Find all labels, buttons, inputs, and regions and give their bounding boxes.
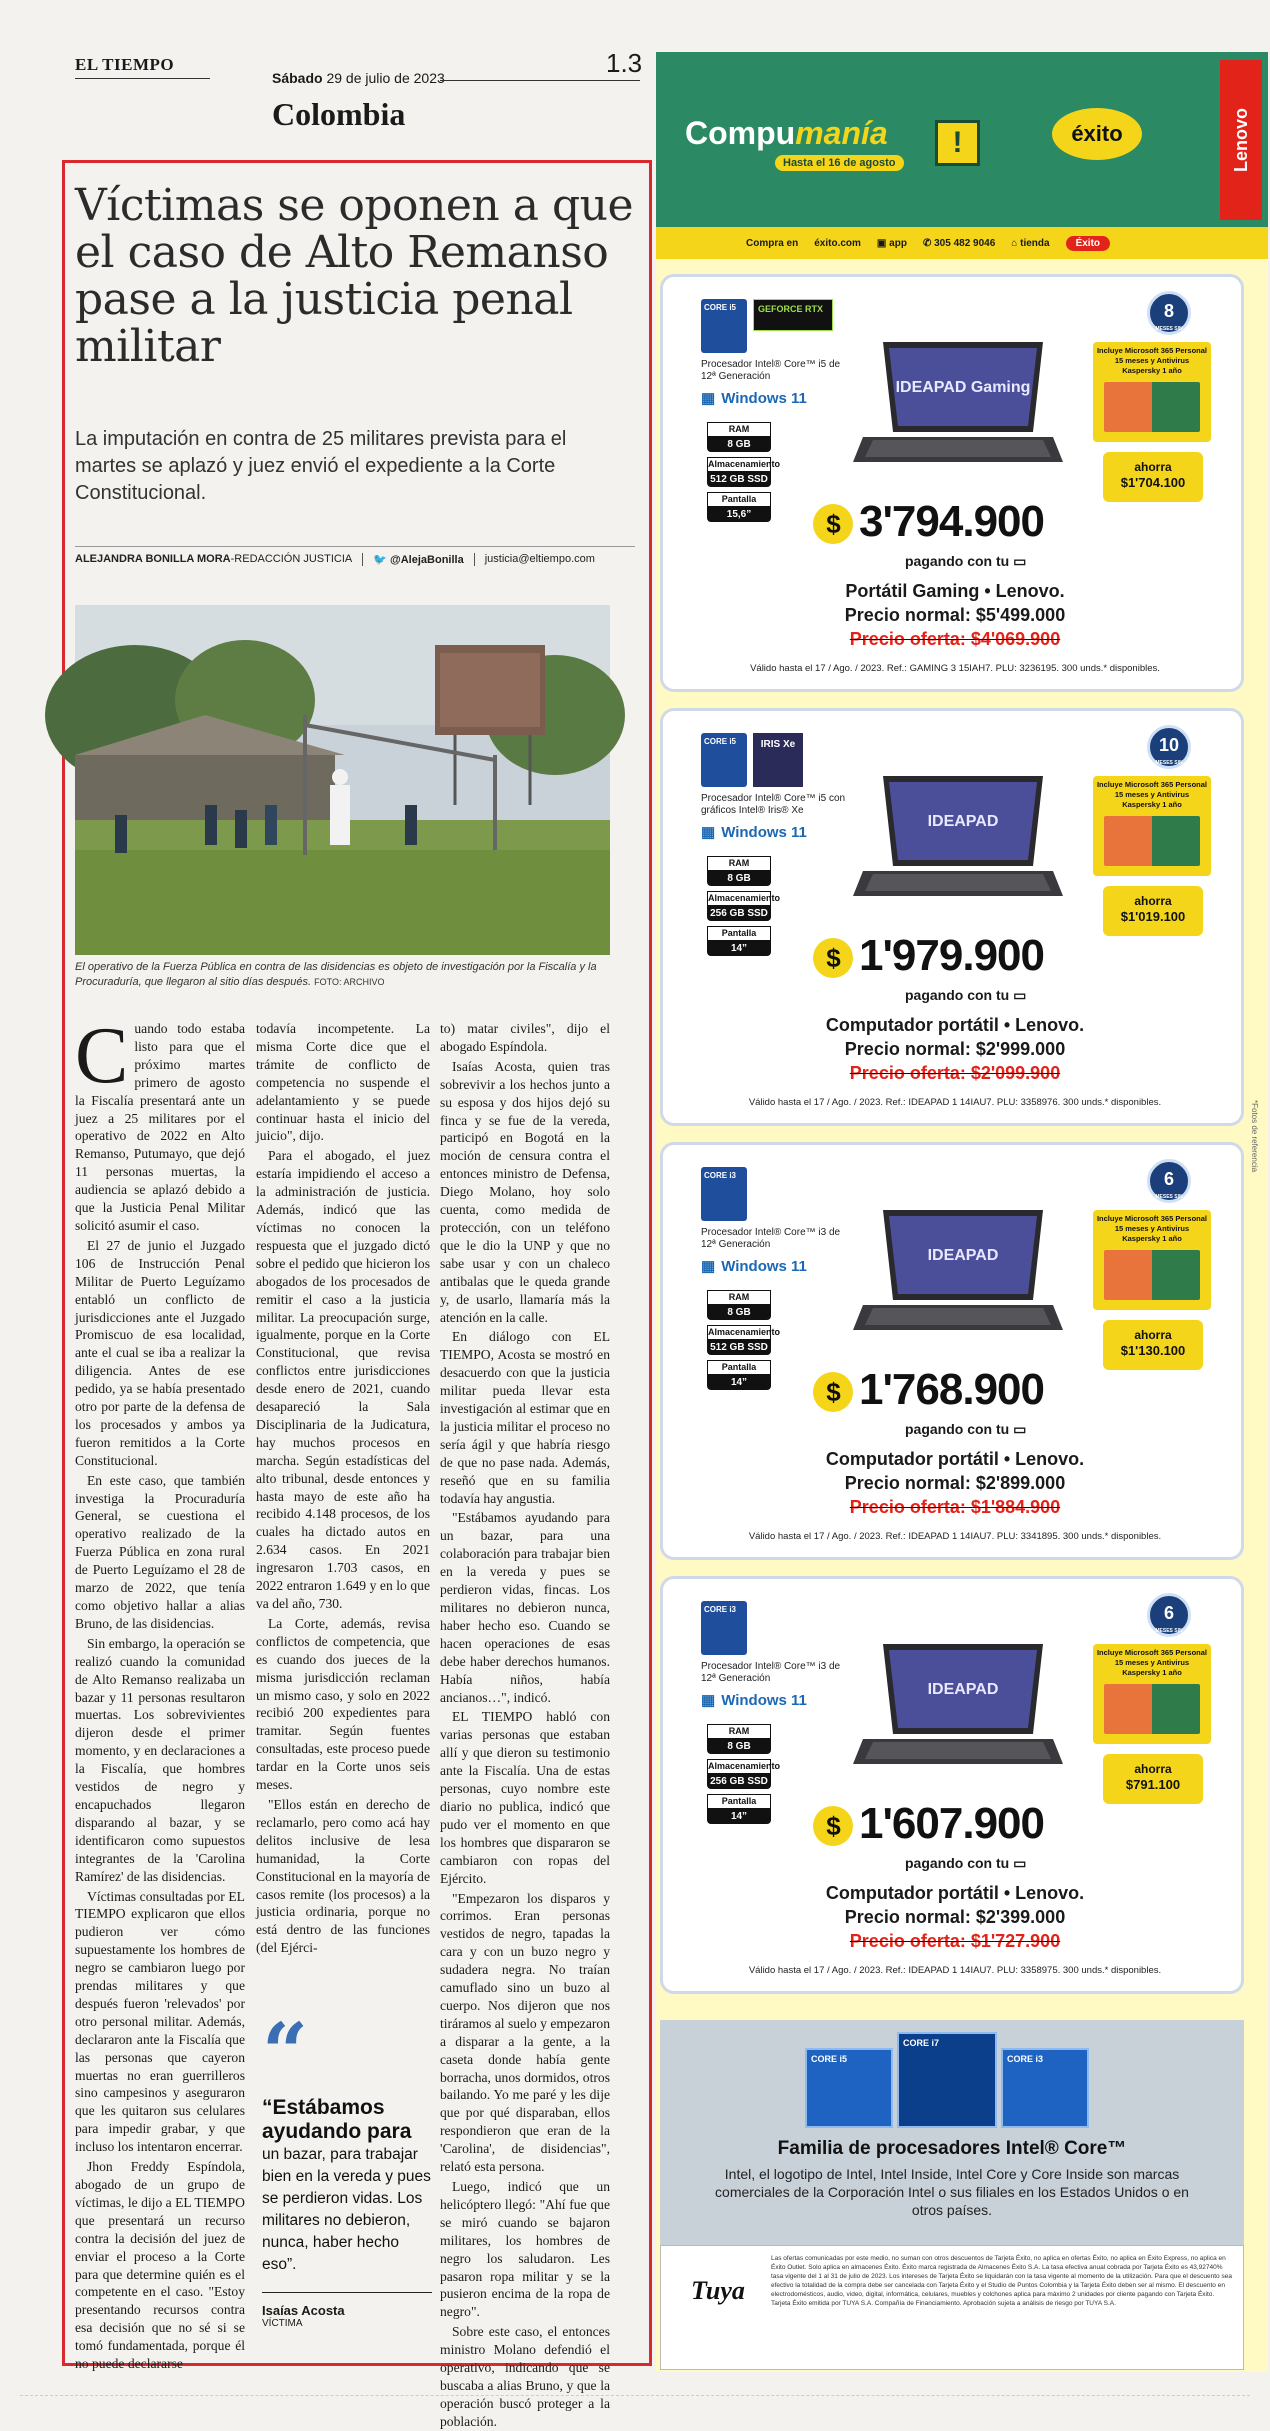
spec-value: 14” bbox=[730, 943, 748, 954]
card-price bbox=[813, 497, 1044, 547]
channel-web[interactable]: éxito.com bbox=[814, 237, 861, 249]
paragraph: Víctimas consultadas por EL TIEMPO explicaron que ellos pudieron ver cómo supuestamente los hombres de negro se cambiaron luego por prendas militares y que después fueron 'relevados' por otro personal militar. Además, declararon ante la Fiscalía que las personas que cayeron muertas no eran guerrilleros sino campesinos y aseguraron que les quitaron sus celulares para impedir grabar, y que incluso los intentaron encerrar. bbox=[75, 1888, 245, 2155]
spec-value: 14” bbox=[730, 1377, 748, 1388]
spec-key: RAM bbox=[707, 856, 771, 871]
savings-label: ahorra bbox=[1134, 1762, 1172, 1776]
spec-key: Pantalla bbox=[707, 1360, 771, 1375]
offer-price: Precio oferta: $1'727.900 bbox=[849, 1931, 1061, 1951]
storage-spec bbox=[707, 457, 781, 487]
intel-family-title: Familia de procesadores Intel® Core™ bbox=[777, 2138, 1127, 2159]
currency-icon: $ bbox=[813, 1806, 853, 1846]
paragraph: En este caso, que también investiga la Procuraduría General, se cuestiona el operativo realizado de la Fuerza Pública en zona rural de Puerto Leguízamo el 28 de marzo de 2022, que tenía como objetivo hallar a alias Bruno, de las disidencias. bbox=[75, 1472, 245, 1631]
quote-lead: “Estábamos ayudando para bbox=[262, 2096, 412, 2143]
paragraph: Sobre este caso, el entonces ministro Molano defendió el operativo, indicando que se buscaba a alias Bruno, y que la operación buscó proteger a la población. bbox=[440, 2324, 610, 2429]
paragraph: Luego, indicó que un helicóptero llegó: "Ahí fue que se miró cuando se bajaron militares, los hombres de negro los saludaron. Les pasaron ropa militar y se la pusieron encima de la ropa de negro". bbox=[440, 2179, 610, 2320]
currency-icon: $ bbox=[813, 938, 853, 978]
spec-value: 8 GB bbox=[727, 1741, 751, 1752]
laptop-image bbox=[853, 337, 1063, 477]
intel-chips bbox=[805, 2032, 1089, 2128]
article-column-2 bbox=[256, 1020, 430, 2020]
savings-box bbox=[1103, 1320, 1203, 1370]
microsoft-365-offer bbox=[1093, 776, 1211, 876]
offer-price: Precio oferta: $2'099.900 bbox=[849, 1063, 1061, 1083]
pay-label: pagando con tu bbox=[905, 987, 1010, 1003]
software-boxes bbox=[1104, 816, 1200, 866]
paragraph: Para el abogado, el juez estaría impidiendo el acceso a la administración de justicia. Además, indicó que las víctimas no conocen la respuesta que el juzgado dictó sobre el pedido que hicieron los abogados de los procesados de remitir el caso a la justicia militar. La preocupación surge, igualmente, porque en la Corte Constitucional, que revisa conflictos entre jurisdicciones desde enero de 2021, cuando desapareció la Sala Disciplinaria de la Judicatura, hay muchos procesos en marcha. Según estadísticas del alto tribunal, desde entonces y hasta mayo de este año ha recibido 4.148 procesos, de los cuales ha dictado autos en 2.634 casos. En 2021 ingresaron 1.703 casos, en 2022 entraron 1.649 y en lo que va del año, 730. bbox=[256, 1148, 430, 1611]
validity-note: Válido hasta el 17 / Ago. / 2023. Ref.: IDEAPAD 1 14IAU7. PLU: 3341895. 300 unds.* disponibles. bbox=[748, 1531, 1162, 1542]
channel-store[interactable] bbox=[1011, 238, 1049, 249]
processor-text: Procesador Intel® Core™ i3 de 12ª Generación bbox=[701, 1661, 841, 1684]
promo-dates: Hasta el 16 de agosto bbox=[775, 155, 904, 171]
intel-core-badge bbox=[701, 299, 747, 353]
storage-spec bbox=[707, 891, 781, 921]
drop-cap: C bbox=[75, 1012, 129, 1100]
savings-label: ahorra bbox=[1134, 460, 1172, 474]
legal-fine-print bbox=[660, 2245, 1244, 2370]
article-deck: La imputación en contra de 25 militares prevista para el martes se aplazó y juez envió el expediente a la Corte Constitucional. bbox=[75, 428, 567, 504]
section-title: Colombia bbox=[272, 96, 406, 132]
spec-key: Almacenamiento bbox=[707, 1325, 771, 1340]
savings-label: ahorra bbox=[1134, 1328, 1172, 1342]
installments-badge bbox=[1147, 1593, 1191, 1637]
ram-spec bbox=[707, 856, 771, 886]
twitter-icon: 🐦 bbox=[373, 554, 391, 566]
twitter-handle[interactable] bbox=[373, 553, 463, 566]
installments-badge bbox=[1147, 291, 1191, 335]
card-price bbox=[813, 931, 1044, 981]
credit-card-icon: ▭ bbox=[1013, 553, 1027, 569]
ad-brand bbox=[685, 115, 888, 152]
savings-box bbox=[1103, 452, 1203, 502]
tuya-logo: Tuya bbox=[691, 2276, 745, 2305]
spec-value: 256 GB SSD bbox=[710, 1776, 768, 1787]
laptop-image bbox=[853, 771, 1063, 911]
badge-text: CORE i5 bbox=[704, 303, 737, 312]
page-number: 1.3 bbox=[606, 48, 643, 78]
paragraph-text: uando todo estaba listo para que el próximo martes primero de agosto la Fiscalía presentará ante un juez a 25 militares por el operativo de 2022 en Alto Remanso, Putumayo, que dejó 11 personas muertas, la audiencia se aplazó debido a que la Justicia Penal Militar solicitó asumir el caso. bbox=[75, 1021, 245, 1233]
paragraph: En diálogo con EL TIEMPO, Acosta se mostró en desacuerdo con que la justicia militar pueda llevar esta investigación al estimar que en la justicia militar el proceso no sería ágil y que habría riesgo de que no pase nada. Además, reseñó que en su familia todavía hay angustia. bbox=[440, 1329, 610, 1506]
quote-mark-icon: “ bbox=[262, 2005, 309, 2099]
processor-text: Procesador Intel® Core™ i5 de 12ª Generación bbox=[701, 359, 841, 382]
paragraph: "Ellos están en derecho de reclamarlo, pero como acá hay delitos inclusive de lesa humanidad, la Corte Constitucional en la mayoría de casos remite (los procesos) a la justicia ordinaria, porque no está dentro de las funciones (del Ejérci- bbox=[256, 1796, 430, 1956]
article-photo bbox=[75, 605, 610, 955]
paragraph: "Empezaron los disparos y corrimos. Eran personas vestidos de negro, tapadas la cara y con un buzo negro y sudadera negra. No traían camuflado sino un buzo al cuerpo. Nos dijeron que nos tiráramos al suelo y empezaron a disparar a la gente, a la caseta donde había gente borracha, unos dormidos, otros bailando. Yo me paré y les dije que por qué disparaban, ellos respondieron que eran de la 'Carolina', de disidencias", relató esta persona. bbox=[440, 1890, 610, 2175]
normal-price: Precio normal: $2'999.000 bbox=[844, 1039, 1066, 1059]
spec-key: RAM bbox=[707, 1290, 771, 1305]
app-icon: ▣ bbox=[876, 237, 890, 249]
author-email[interactable]: justicia@eltiempo.com bbox=[484, 553, 595, 565]
spec-key: RAM bbox=[707, 1724, 771, 1739]
channel-phone[interactable] bbox=[923, 238, 995, 249]
product-model: Computador portátil • Lenovo. bbox=[825, 1015, 1085, 1035]
product-card[interactable] bbox=[660, 1576, 1244, 1994]
chip-logos bbox=[701, 733, 803, 787]
chip-label: CORE i7 bbox=[903, 2038, 940, 2048]
issue-date-text: 29 de julio de 2023 bbox=[326, 70, 445, 86]
offer-text: Incluye Microsoft 365 Personal 15 meses y Antivirus Kaspersky 1 año bbox=[1096, 346, 1208, 375]
article-column-1 bbox=[75, 1012, 245, 2372]
price-value: 1'607.900 bbox=[859, 1799, 1044, 1848]
currency-icon: $ bbox=[813, 504, 853, 544]
lenovo-logo: Lenovo bbox=[1220, 60, 1262, 220]
chip-logos bbox=[701, 1167, 747, 1221]
author: ALEJANDRA BONILLA MORA bbox=[75, 553, 231, 565]
paragraph: to) matar civiles", dijo el abogado Espíndola. bbox=[440, 1021, 610, 1054]
laptop-screen-label: IDEAPAD Gaming bbox=[895, 379, 1031, 396]
product-card[interactable] bbox=[660, 708, 1244, 1126]
pay-with-card bbox=[905, 1421, 1026, 1438]
price-value: 3'794.900 bbox=[859, 497, 1044, 546]
brand-part-a: Compu bbox=[685, 115, 796, 151]
spec-key: Pantalla bbox=[707, 1794, 771, 1809]
photo-scene bbox=[75, 605, 610, 955]
months-value: 6 bbox=[1163, 1169, 1174, 1189]
laptop-image bbox=[853, 1639, 1063, 1779]
processor-text: Procesador Intel® Core™ i3 de 12ª Generación bbox=[701, 1227, 841, 1250]
pay-with-card bbox=[905, 987, 1026, 1004]
paragraph: EL TIEMPO habló con varias personas que estaban allí y que dieron su testimonio ante la Fiscalía. Una de estas personas, cuyo nombre este diario no publica, indicó que pudo ver el momento en que los hombres que dispararon se cambiaron con ropas del Ejército. bbox=[440, 1709, 610, 1886]
twitter-text: @AlejaBonilla bbox=[390, 554, 464, 566]
spec-value: 512 GB SSD bbox=[710, 474, 768, 485]
photo-caption bbox=[75, 960, 615, 990]
validity-note: Válido hasta el 17 / Ago. / 2023. Ref.: IDEAPAD 1 14IAU7. PLU: 3358975. 300 unds.* disponibles. bbox=[748, 1965, 1162, 1976]
spec-key: Pantalla bbox=[707, 492, 771, 507]
software-boxes bbox=[1104, 382, 1200, 432]
laptop-screen-label: IDEAPAD bbox=[927, 813, 999, 830]
phone-text: 305 482 9046 bbox=[934, 237, 996, 249]
paragraph: El 27 de junio el Juzgado 106 de Instrucción Penal Militar de Puerto Leguízamo entabló un conflicto de jurisdicciones ante el Juzgado Promiscuo de esa localidad, ante el cual se iba a realizar la diligencia. Antes de ese pedido, ya se había presentado otro por parte de la defensa de los procesados y ambos ya fueron remitidos a la Corte Constitucional. bbox=[75, 1237, 245, 1468]
article-column-3 bbox=[440, 1020, 610, 2429]
installments-badge bbox=[1147, 725, 1191, 769]
page-bottom-rule bbox=[20, 2395, 1250, 2396]
reference-note: *Fotos de referencia bbox=[1250, 1100, 1259, 1173]
screen-spec bbox=[707, 492, 771, 522]
savings-amount: $1'130.100 bbox=[1120, 1343, 1186, 1358]
savings-amount: $1'704.100 bbox=[1120, 475, 1186, 490]
paragraph bbox=[75, 1012, 245, 1235]
months-label: MESES SIN bbox=[1155, 1194, 1183, 1200]
paragraph: Jhon Freddy Espíndola, abogado de un grupo de víctimas, le dijo a EL TIEMPO que presentará un recurso contra la decisión del juez de enviar el proceso a la Corte para que determine quién es el competente en el caso. "Estoy presentando recursos contra esa decisión que no sé si se tomó fundamentada, porque él no puede declararse bbox=[75, 2159, 245, 2372]
pay-with-card bbox=[905, 553, 1026, 570]
spec-value: 8 GB bbox=[727, 1307, 751, 1318]
intel-core-badge bbox=[701, 1167, 747, 1221]
page-rule bbox=[440, 80, 640, 81]
pay-label: pagando con tu bbox=[905, 1421, 1010, 1437]
badge-text: CORE i3 bbox=[704, 1605, 737, 1614]
spec-value: 256 GB SSD bbox=[710, 908, 768, 919]
laptop-image bbox=[853, 1205, 1063, 1345]
product-model: Computador portátil • Lenovo. bbox=[825, 1449, 1085, 1469]
months-label: MESES SIN bbox=[1155, 326, 1183, 332]
microsoft-365-offer bbox=[1093, 1210, 1211, 1310]
intel-core-i5-chip bbox=[805, 2048, 893, 2128]
normal-price: Precio normal: $5'499.000 bbox=[844, 605, 1066, 625]
credit-card-icon: ▭ bbox=[1013, 1855, 1027, 1871]
geforce-rtx-badge: GEFORCE RTX bbox=[753, 299, 833, 331]
iris-xe-badge: IRIS Xe bbox=[753, 733, 803, 787]
savings-amount: $791.100 bbox=[1125, 1777, 1181, 1792]
validity-note: Válido hasta el 17 / Ago. / 2023. Ref.: IDEAPAD 1 14IAU7. PLU: 3358976. 300 unds.* disponibles. bbox=[748, 1097, 1162, 1108]
quote-author: Isaías Acosta bbox=[262, 2292, 432, 2318]
app-text: app bbox=[889, 237, 907, 249]
windows-logo: ▦ Windows 11 bbox=[701, 389, 807, 407]
issue-day: Sábado bbox=[272, 70, 323, 86]
price-value: 1'768.900 bbox=[859, 1365, 1044, 1414]
currency-icon: $ bbox=[813, 1372, 853, 1412]
validity-note: Válido hasta el 17 / Ago. / 2023. Ref.: GAMING 3 15IAH7. PLU: 3236195. 300 unds.* disponibles. bbox=[750, 663, 1160, 674]
screen-spec bbox=[707, 926, 771, 956]
spec-key: Pantalla bbox=[707, 926, 771, 941]
credit-card-icon: ▭ bbox=[1013, 987, 1027, 1003]
intel-trademark-note: Intel, el logotipo de Intel, Intel Inside, Intel Core y Core Inside son marcas comerciales de la Corporación Intel o sus filiales en los Estados Unidos o en otros países. bbox=[715, 2166, 1189, 2218]
brand-part-b: manía bbox=[795, 115, 888, 151]
product-model: Computador portátil • Lenovo. bbox=[825, 1883, 1085, 1903]
paragraph: Sin embargo, la operación se realizó cuando la comunidad de Alto Remanso realizaba un bazar y 11 personas resultaron muertas. Los sobrevivientes dijeron desde el primer momento, y en declaraciones a la Fiscalía, que hombres vestidos de negro y encapuchados llegaron disparando al bazar, y se identificaron como supuestos integrantes de la 'Carolina Ramírez' de las disidencias. bbox=[75, 1635, 245, 1884]
software-boxes bbox=[1104, 1684, 1200, 1734]
byline bbox=[75, 546, 635, 566]
spec-key: Almacenamiento bbox=[707, 457, 771, 472]
product-card[interactable] bbox=[660, 274, 1244, 692]
quote-body: un bazar, para trabajar bien en la vereda y pues se perdieron vidas. Los militares no debieron, nunca, haber hecho eso”. bbox=[262, 2146, 431, 2273]
offer-price: Precio oferta: $4'069.900 bbox=[849, 629, 1061, 649]
spec-value: 512 GB SSD bbox=[710, 1342, 768, 1353]
ram-spec bbox=[707, 422, 771, 452]
paragraph: Isaías Acosta, quien tras sobrevivir a los hechos junto a su esposa y dos hijos dejó su finca y se fue de la vereda, participó en Bogotá en la moción de censura contra el entonces ministro de Defensa, Diego Molano, hoy solo cuenta, como medida de protección, con un teléfono que le dio la UNP y que no sabe usar y con un chaleco antibalas que le queda grande y, de usarlo, llamaría más la atención en la calle. bbox=[440, 1058, 610, 1325]
processor-text: Procesador Intel® Core™ i5 con gráficos Intel® Iris® Xe bbox=[701, 793, 846, 816]
ram-spec bbox=[707, 1724, 771, 1754]
spec-value: 8 GB bbox=[727, 439, 751, 450]
windows-logo: ▦ Windows 11 bbox=[701, 823, 807, 841]
pay-with-card bbox=[905, 1855, 1026, 1872]
spec-key: RAM bbox=[707, 422, 771, 437]
screen-spec bbox=[707, 1360, 771, 1390]
screen-spec bbox=[707, 1794, 771, 1824]
normal-price: Precio normal: $2'899.000 bbox=[844, 1473, 1066, 1493]
author-name bbox=[75, 553, 352, 566]
months-label: MESES SIN bbox=[1155, 760, 1183, 766]
chip-logos bbox=[701, 299, 833, 353]
offer-price: Precio oferta: $1'884.900 bbox=[849, 1497, 1061, 1517]
intel-banner bbox=[660, 2020, 1244, 2252]
spec-value: 8 GB bbox=[727, 873, 751, 884]
exito-logo: éxito bbox=[1052, 108, 1142, 160]
exito-card-button[interactable]: Éxito bbox=[1066, 236, 1110, 251]
masthead: EL TIEMPO bbox=[75, 55, 175, 74]
offer-text: Incluye Microsoft 365 Personal 15 meses y Antivirus Kaspersky 1 año bbox=[1096, 1648, 1208, 1677]
normal-price: Precio normal: $2'399.000 bbox=[844, 1907, 1066, 1927]
software-boxes bbox=[1104, 1250, 1200, 1300]
exclamation-icon: ! bbox=[935, 120, 980, 166]
intel-core-i7-chip bbox=[897, 2032, 997, 2128]
store-icon: ⌂ bbox=[1011, 237, 1021, 249]
spec-key: Almacenamiento bbox=[707, 891, 771, 906]
spec-value: 14” bbox=[730, 1811, 748, 1822]
pull-quote bbox=[262, 2005, 432, 2329]
storage-spec bbox=[707, 1325, 781, 1355]
ram-spec bbox=[707, 1290, 771, 1320]
intel-core-badge bbox=[701, 1601, 747, 1655]
phone-icon: ✆ bbox=[922, 237, 935, 249]
product-card[interactable] bbox=[660, 1142, 1244, 1560]
windows-logo: ▦ Windows 11 bbox=[701, 1257, 807, 1275]
issue-date bbox=[272, 70, 445, 86]
channel-app[interactable] bbox=[877, 238, 907, 249]
product-model: Portátil Gaming • Lenovo. bbox=[845, 581, 1065, 601]
chip-label: CORE i5 bbox=[811, 2054, 848, 2064]
intel-core-badge bbox=[701, 733, 747, 787]
months-value: 10 bbox=[1158, 735, 1180, 755]
desk: -REDACCIÓN JUSTICIA bbox=[230, 553, 353, 565]
savings-amount: $1'019.100 bbox=[1120, 909, 1186, 924]
paragraph: La Corte, además, revisa conflictos de competencia, que es cuando dos jueces de la misma jurisdicción reclaman un mismo caso, y solo en 2022 recibió 200 expedientes para tramitar. Según fuentes consultadas, este proceso puede tardar en la Corte unos seis meses. bbox=[256, 1615, 430, 1793]
microsoft-365-offer bbox=[1093, 342, 1211, 442]
savings-box bbox=[1103, 886, 1203, 936]
chip-logos bbox=[701, 1601, 747, 1655]
card-price bbox=[813, 1365, 1044, 1415]
byline-divider bbox=[362, 553, 363, 566]
laptop-screen-label: IDEAPAD bbox=[927, 1681, 999, 1698]
masthead-rule bbox=[75, 78, 210, 79]
spec-key: Almacenamiento bbox=[707, 1759, 771, 1774]
fine-print-text: Las ofertas comunicadas por este medio, no suman con otros descuentos de Tarjeta Éxito, no aplica en ofertas Éxito, no aplica en Éxito Express, no aplica en Éxito Outlet. Solo aplica en almacenes Éxito. Éxito marca registrada de Almacenes Éxito S.A. La tasa efectiva anual cobrada por Tarjeta Éxito es 43,92740% tasa vigente del 1 al 31 de julio de 2023. Los intereses de Tarjeta Éxito se liquidarán con la tasa vigente al momento de la utilización. Para que el descuento sea efectivo la totalidad de la compra debe ser cancelada con Tarjeta Éxito y el Studio de Puntos Colombia y la Tarjeta Éxito deben ser al mismo. El descuento en electrodomésticos, audio, video, digital, informática, celulares, muebles y colchones aplica para máximo 2 unidades por cliente pagando con Tarjeta Éxito. Tarjeta Éxito emitida por TUYA S.A. Compañía de Financiamiento. Aprobación sujeta a análisis de riesgo por TUYA S.A. bbox=[771, 2255, 1232, 2307]
price-value: 1'979.900 bbox=[859, 931, 1044, 980]
savings-box bbox=[1103, 1754, 1203, 1804]
months-value: 8 bbox=[1163, 301, 1174, 321]
card-price bbox=[813, 1799, 1044, 1849]
intel-core-i3-chip bbox=[1001, 2048, 1089, 2128]
pay-label: pagando con tu bbox=[905, 1855, 1010, 1871]
article-headline: Víctimas se oponen a que el caso de Alto Remanso pase a la justicia penal militar bbox=[75, 180, 633, 372]
paragraph: "Estábamos ayudando para un bazar, para una colaboración para trabajar bien en la vereda y pues se perdieron vidas, fincas. Los militares no debieron nunca, haber hecho eso. Cuando se hacen operaciones de esas debe haber derechos humanos. Había niños, había ancianos…", indicó. bbox=[440, 1510, 610, 1705]
laptop-screen-label: IDEAPAD bbox=[927, 1247, 999, 1264]
savings-label: ahorra bbox=[1134, 894, 1172, 908]
byline-divider-2 bbox=[474, 553, 475, 566]
credit-card-icon: ▭ bbox=[1013, 1421, 1027, 1437]
badge-text: CORE i5 bbox=[704, 737, 737, 746]
installments-badge bbox=[1147, 1159, 1191, 1203]
microsoft-365-offer bbox=[1093, 1644, 1211, 1744]
spec-value: 15,6” bbox=[726, 509, 752, 520]
offer-text: Incluye Microsoft 365 Personal 15 meses y Antivirus Kaspersky 1 año bbox=[1096, 1214, 1208, 1243]
badge-text: CORE i3 bbox=[704, 1171, 737, 1180]
offer-text: Incluye Microsoft 365 Personal 15 meses y Antivirus Kaspersky 1 año bbox=[1096, 780, 1208, 809]
caption-text: El operativo de la Fuerza Pública en contra de las disidencias es objeto de investigación por la Fiscalía y la Procuraduría, que llegaron al sitio días después. bbox=[75, 961, 597, 988]
pay-label: pagando con tu bbox=[905, 553, 1010, 569]
photo-credit: FOTO: ARCHIVO bbox=[314, 977, 385, 987]
chip-label: CORE i3 bbox=[1007, 2054, 1044, 2064]
months-value: 6 bbox=[1163, 1603, 1174, 1623]
paragraph: todavía incompetente. La misma Corte dice que el trámite de conflicto de competencia no suspende el adelantamiento y se puede continuar hasta el inicio del juicio", dijo. bbox=[256, 1021, 430, 1144]
months-label: MESES SIN bbox=[1155, 1628, 1183, 1634]
purchase-channels bbox=[656, 227, 1268, 259]
storage-spec bbox=[707, 1759, 781, 1789]
windows-logo: ▦ Windows 11 bbox=[701, 1691, 807, 1709]
channel-label: Compra en bbox=[746, 237, 799, 249]
quote-role: VÍCTIMA bbox=[262, 2318, 303, 2329]
store-text: tienda bbox=[1020, 237, 1050, 249]
